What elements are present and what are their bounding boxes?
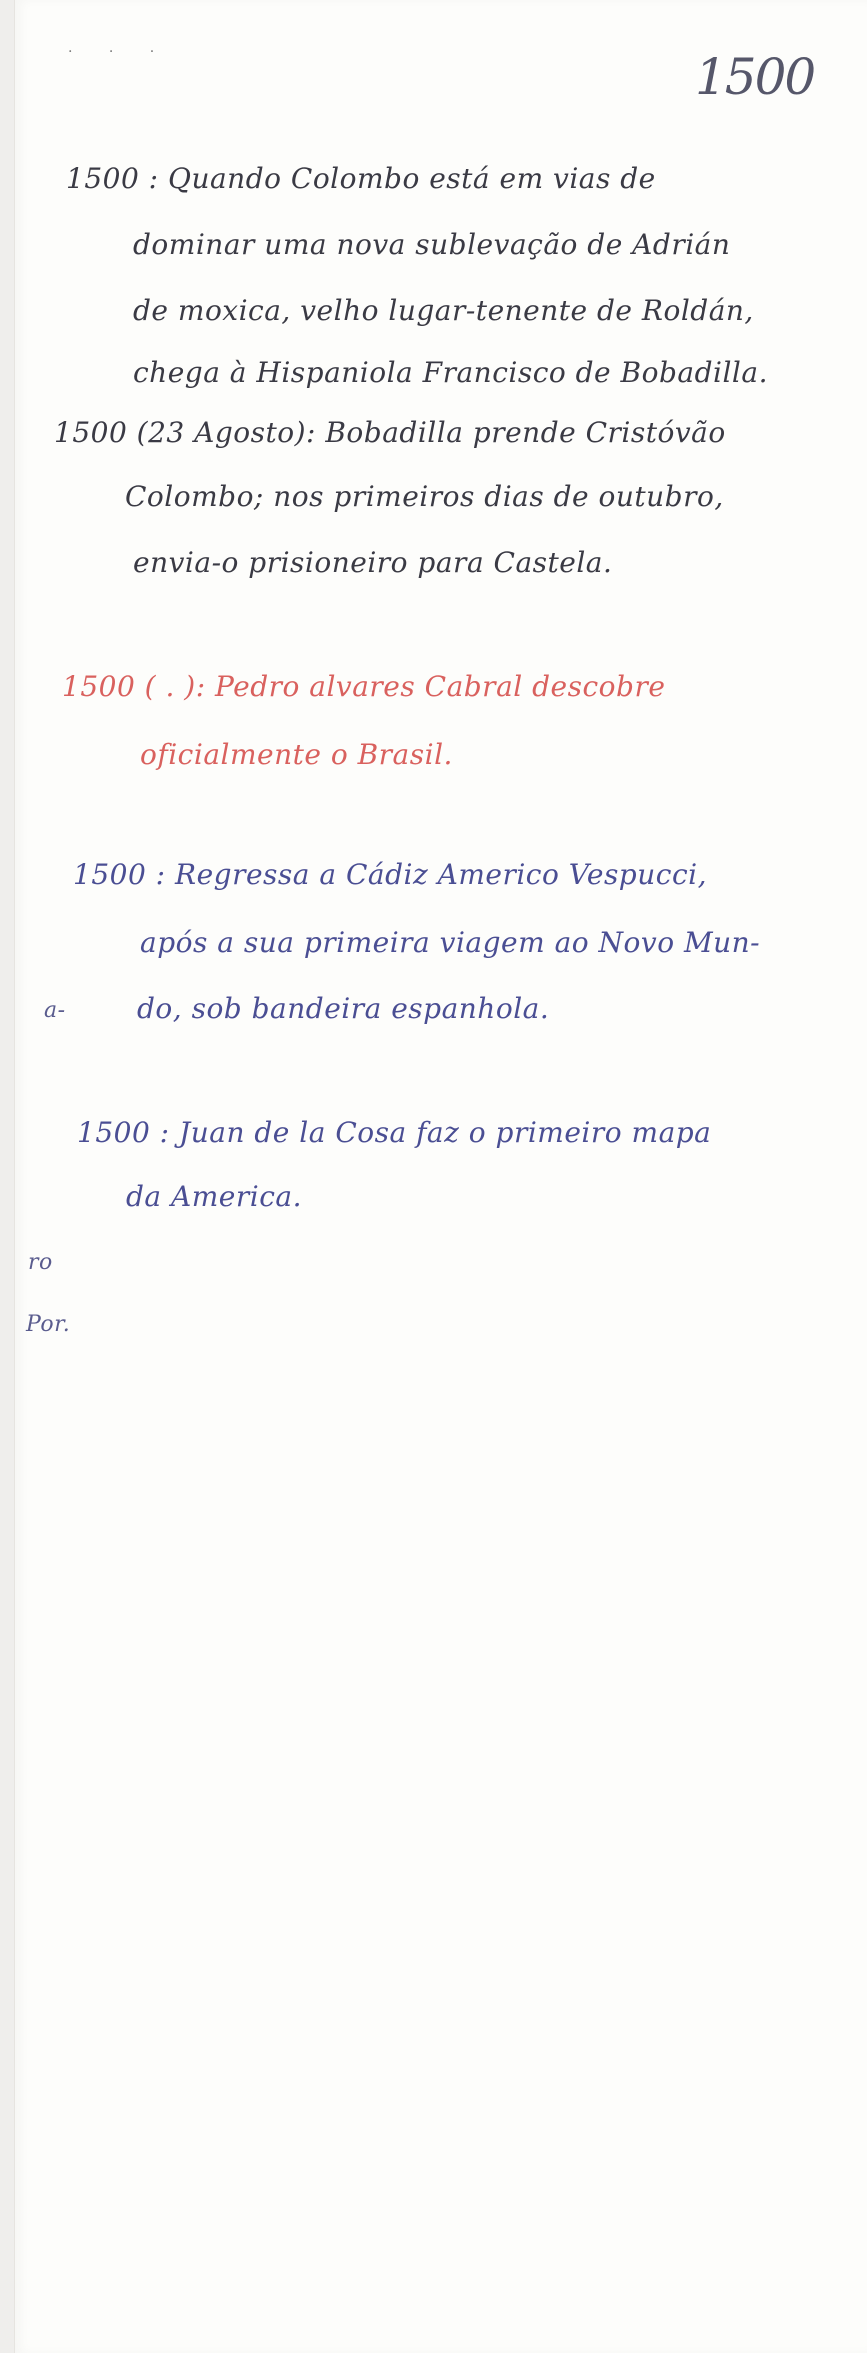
entry-4-line-1: 1500 : Regressa a Cádiz Americo Vespucci, xyxy=(73,858,707,891)
document-page xyxy=(14,0,867,2353)
entry-2-line-1: 1500 (23 Agosto): Bobadilla prende Cristóvão xyxy=(54,416,726,449)
entry-3-line-2: oficialmente o Brasil. xyxy=(140,738,453,771)
margin-note-1: a- xyxy=(44,998,66,1023)
margin-note-3: Por. xyxy=(26,1312,71,1337)
entry-5-line-1: 1500 : Juan de la Cosa faz o primeiro mapa xyxy=(77,1116,712,1149)
entry-1-line-3: de moxica, velho lugar-tenente de Roldán, xyxy=(133,294,754,327)
entry-2-line-2: Colombo; nos primeiros dias de outubro, xyxy=(125,480,724,513)
entry-3-line-1: 1500 ( . ): Pedro alvares Cabral descobre xyxy=(62,670,666,703)
entry-4-line-3: do, sob bandeira espanhola. xyxy=(137,992,550,1025)
entry-1-line-1: 1500 : Quando Colombo está em vias de xyxy=(66,162,656,195)
entry-4-line-2: após a sua primeira viagem ao Novo Mun- xyxy=(140,926,761,959)
entry-5-line-2: da America. xyxy=(126,1180,302,1213)
entry-2-line-3: envia-o prisioneiro para Castela. xyxy=(133,546,613,579)
page-year-label: 1500 xyxy=(695,48,815,106)
paper-specks: . . . xyxy=(68,40,171,56)
entry-1-line-4: chega à Hispaniola Francisco de Bobadilla. xyxy=(133,356,768,389)
entry-1-line-2: dominar uma nova sublevação de Adrián xyxy=(133,228,731,261)
margin-note-2: ro xyxy=(28,1250,53,1275)
